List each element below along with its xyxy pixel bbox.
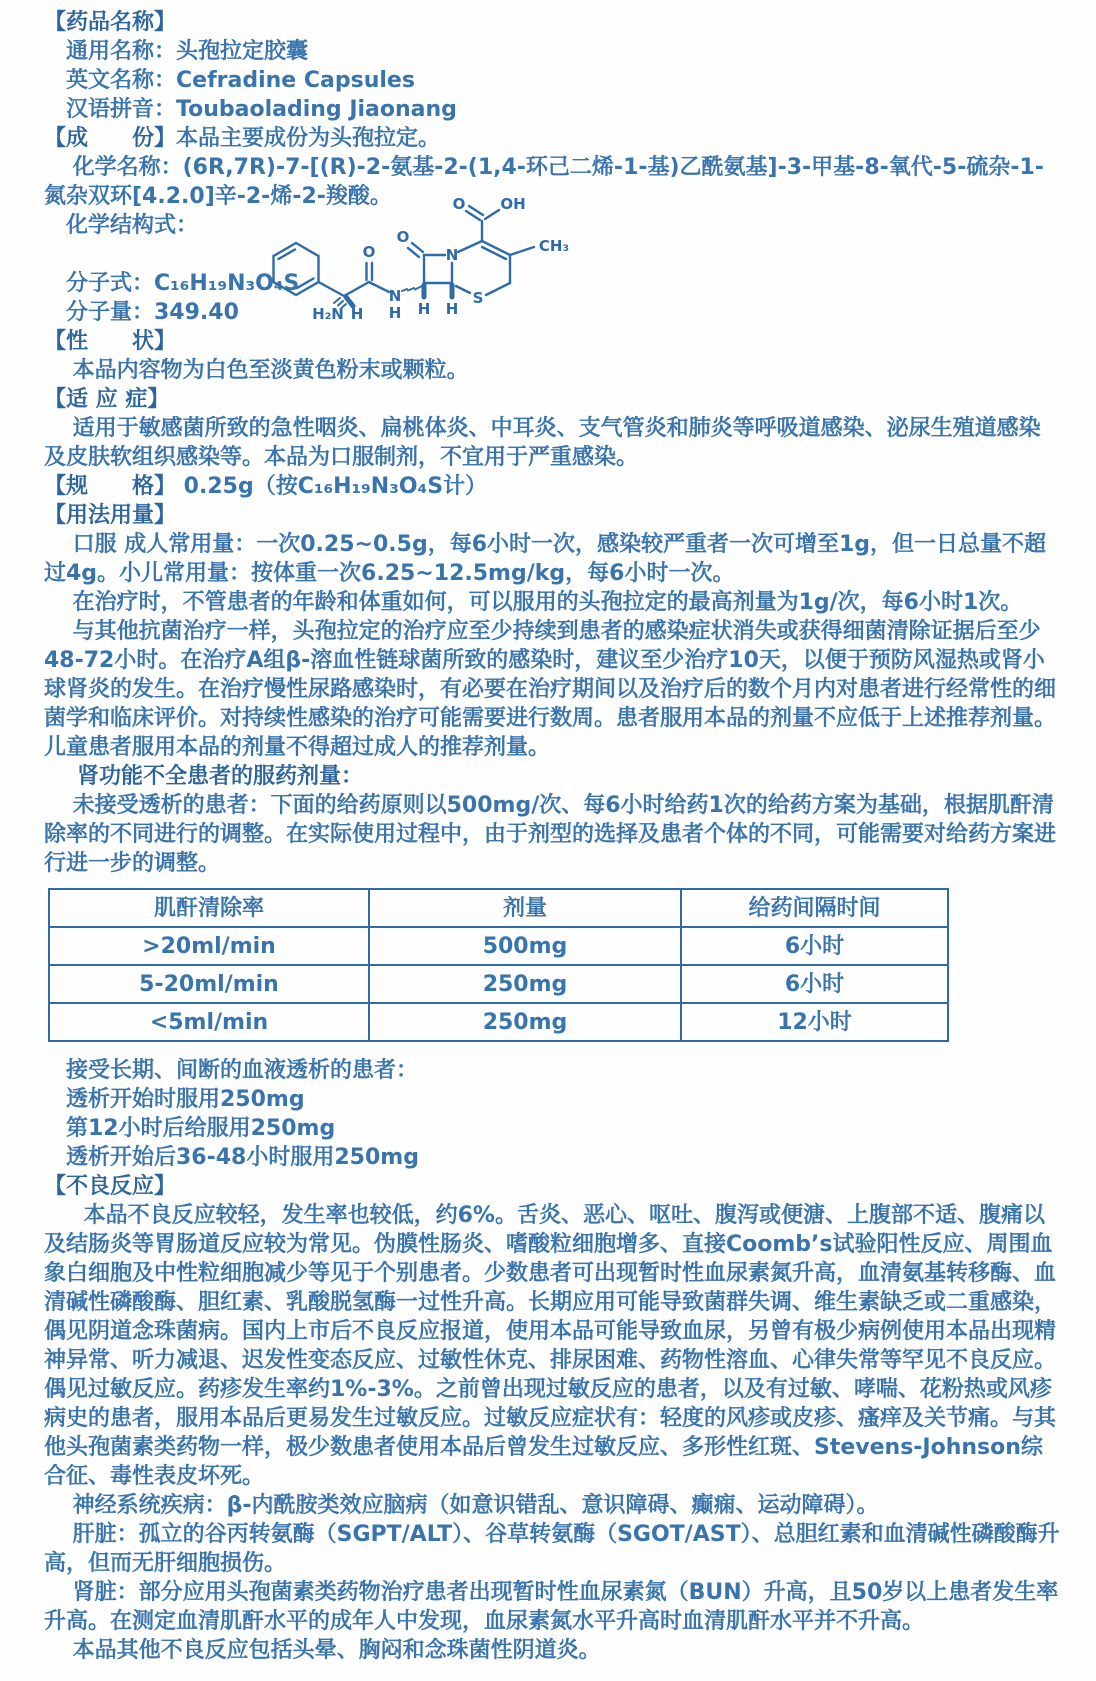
oh-label: OH	[500, 197, 526, 213]
double-bond	[408, 248, 419, 257]
table-cell: 6小时	[681, 927, 948, 965]
adverse-paragraph: 本品其他不良反应包括头晕、胸闷和念珠菌性阴道炎。	[72, 1638, 601, 1663]
section-header-adverse-reactions: 【不良反应】	[44, 1174, 177, 1199]
table-cell: 250mg	[369, 965, 681, 1003]
adverse-paragraph: 肝脏：孤立的谷丙转氨酶（SGPT/ALT）、谷草转氨酶（SGOT/AST）、总胆红素和血清碱性磷酸酶升高，但而无肝细胞损伤。	[44, 1522, 1060, 1576]
renal-dose-table	[48, 888, 949, 1042]
section-header-composition: 【成 份】	[44, 126, 177, 151]
bond	[319, 282, 345, 296]
dosage-paragraph: 与其他抗菌治疗一样，头孢拉定的治疗应至少持续到患者的感染症状消失或获得细菌清除证据后至少48-72小时。在治疗A组β-溶血性链球菌所致的感染时，建议至少治疗10天，以便于预防风湿热或肾小球肾炎的发生。在治疗慢性尿路感染时，有必要在治疗期间以及治疗后的数个月内对患者进行经常性的细菌学和临床评价。对持续性感染的治疗可能需要进行数周。患者服用本品的剂量不应低于上述推荐剂量。儿童患者服用本品的剂量不得超过成人的推荐剂量。	[44, 619, 1057, 760]
adverse-paragraph: 神经系统疾病：β-内酰胺类效应脑病（如意识错乱、意识障碍、癫痫、运动障碍）。	[72, 1493, 879, 1518]
table-cell: 5-20ml/min	[49, 965, 369, 1003]
renal-dosage-title: 肾功能不全患者的服药剂量：	[77, 764, 364, 789]
section-header-properties: 【性 状】	[44, 329, 177, 354]
indications-text: 适用于敏感菌所致的急性咽炎、扁桃体炎、中耳炎、支气管炎和肺炎等呼吸道感染、泌尿生殖道感染及皮肤软组织感染等。本品为口服制剂，不宜用于严重感染。	[44, 416, 1041, 470]
section-header-strength: 【规 格】	[44, 474, 177, 499]
table-header-cell: 给药间隔时间	[681, 889, 948, 927]
section-composition	[44, 124, 1062, 153]
chemical-name-paragraph: 化学名称：(6R,7R)-7-[(R)-2-氨基-2-(1,4-环己二烯-1-基)乙酰氨基]-3-甲基-8-氧代-5-硫杂-1-氮杂双环[4.2.0]辛-2-烯-2-羧酸。	[44, 155, 1044, 209]
section-strength	[44, 472, 1062, 501]
hash-bond	[408, 288, 414, 291]
table-cell: 500mg	[369, 927, 681, 965]
dialysis-line: 第12小时后给服用250mg	[66, 1116, 336, 1141]
table-header-cell: 肌酐清除率	[49, 889, 369, 927]
renal-dosage-intro: 未接受透析的患者：下面的给药原则以500mg/次、每6小时给药1次的给药方案为基础，根据肌酐清除率的不同进行的调整。在实际使用过程中，由于剂型的选择及患者个体的不同，可能需要对给药方案进行进一步的调整。	[44, 793, 1057, 876]
bond	[458, 241, 482, 252]
double-bond	[412, 243, 423, 252]
section-header-indications: 【适 应 症】	[44, 387, 170, 412]
h-amide-label: H	[388, 304, 402, 322]
dialysis-line: 接受长期、间断的血液透析的患者：	[66, 1058, 419, 1083]
adverse-paragraph: 本品不良反应较轻，发生率也较低，约6%。舌炎、恶心、呕吐、腹泻或便溏、上腹部不适、腹痛以及结肠炎等胃肠道反应较为常见。伪膜性肠炎、嗜酸粒细胞增多、直接Coomb’s试验阳性反应、周围血象白细胞及中性粒细胞减少等见于个别患者。少数患者可出现暂时性血尿素氮升高，血清氨基转移酶、血清碱性磷酸酶、胆红素、乳酸脱氢酶一过性升高。长期应用可能导致菌群失调、维生素缺乏或二重感染，偶见阴道念珠菌病。国内上市后不良反应报道，使用本品可能导致血尿，另曾有极少病例使用本品出现精神异常、听力减退、迟发性变态反应、过敏性休克、排尿困难、药物性溶血、心律失常等罕见不良反应。偶见过敏反应。药疹发生率约1%-3%。之前曾出现过敏反应的患者，以及有过敏、哮喘、花粉热或风疹病史的患者，服用本品后更易发生过敏反应。过敏反应症状有：轻度的风疹或皮疹、瘙痒及关节痛。与其他头孢菌素类药物一样，极少数患者使用本品后曾发生过敏反应、多形性红斑、Stevens-Johnson综合征、毒性表皮坏死。	[44, 1203, 1057, 1489]
double-bond	[482, 247, 506, 259]
adverse-paragraph: 肾脏：部分应用头孢菌素类药物治疗患者出现暂时性血尿素氮（BUN）升高，且50岁以上患者发生率升高。在测定血清肌酐水平的成年人中发现，血尿素氮水平升高时血清肌酐水平并不升高。	[44, 1580, 1059, 1634]
bond	[456, 286, 470, 293]
dosage-paragraph: 在治疗时，不管患者的年龄和体重如何，可以服用的头孢拉定的最高剂量为1g/次，每6小时1次。	[72, 590, 1023, 615]
properties-text: 本品内容物为白色至淡黄色粉末或颗粒。	[72, 358, 469, 383]
section-header-dosage: 【用法用量】	[44, 503, 177, 528]
table-row	[49, 965, 948, 1003]
structure-label: 化学结构式：	[66, 213, 199, 238]
hash-bond	[402, 289, 407, 291]
chemical-structure-diagram	[256, 197, 601, 325]
n-amide-label: N	[388, 287, 402, 305]
ch3-label: CH₃	[538, 237, 570, 255]
h-c7-label: H	[417, 300, 431, 318]
table-cell: 12小时	[681, 1003, 948, 1041]
table-row	[49, 1003, 948, 1041]
cyclohexadiene-ring	[274, 243, 319, 295]
dialysis-line: 透析开始后36-48小时服用250mg	[66, 1145, 419, 1170]
s-ring-label: S	[472, 289, 484, 307]
o-lactam-label: O	[396, 228, 410, 246]
h2n-label: H₂N	[312, 305, 344, 323]
bond	[485, 210, 499, 219]
hash-bond	[334, 298, 340, 303]
chemical-structure-block	[44, 197, 1062, 327]
composition-intro: 本品主要成份为头孢拉定。	[176, 126, 441, 151]
english-name-line: 英文名称：Cefradine Capsules	[66, 68, 415, 93]
table-header-row	[49, 889, 948, 927]
hash-bond	[415, 286, 422, 290]
table-cell: 6小时	[681, 965, 948, 1003]
table-header-cell: 剂量	[369, 889, 681, 927]
o-carboxyl-label: O	[452, 197, 466, 213]
generic-name-line: 通用名称：头孢拉定胶囊	[66, 39, 309, 64]
molecular-weight-line: 分子量：349.40	[66, 300, 239, 325]
o-amide-label: O	[362, 243, 376, 261]
dialysis-line: 透析开始时服用250mg	[66, 1087, 305, 1112]
table-cell: >20ml/min	[49, 927, 369, 965]
dosage-paragraph: 口服 成人常用量：一次0.25~0.5g，每6小时一次，感染较严重者一次可增至1g，但一日总量不超过4g。小儿常用量：按体重一次6.25~12.5mg/kg，每6小时一次。	[44, 532, 1047, 586]
bond	[510, 247, 534, 255]
table-cell: 250mg	[369, 1003, 681, 1041]
table-cell: <5ml/min	[49, 1003, 369, 1041]
bond	[344, 282, 369, 296]
section-header-drug-name: 【药品名称】	[44, 10, 177, 35]
strength-text: 0.25g（按C₁₆H₁₉N₃O₄S计）	[176, 474, 488, 499]
bond	[369, 282, 389, 292]
table-row	[49, 927, 948, 965]
pinyin-name-line: 汉语拼音：Toubaolading Jiaonang	[66, 97, 457, 122]
n-ring-label: N	[445, 246, 459, 264]
h-c6-label: H	[445, 300, 459, 318]
molecular-formula-line: 分子式：C₁₆H₁₉N₃O₄S	[66, 271, 300, 296]
bond	[486, 283, 510, 295]
h-alpha-label: H	[350, 305, 364, 323]
